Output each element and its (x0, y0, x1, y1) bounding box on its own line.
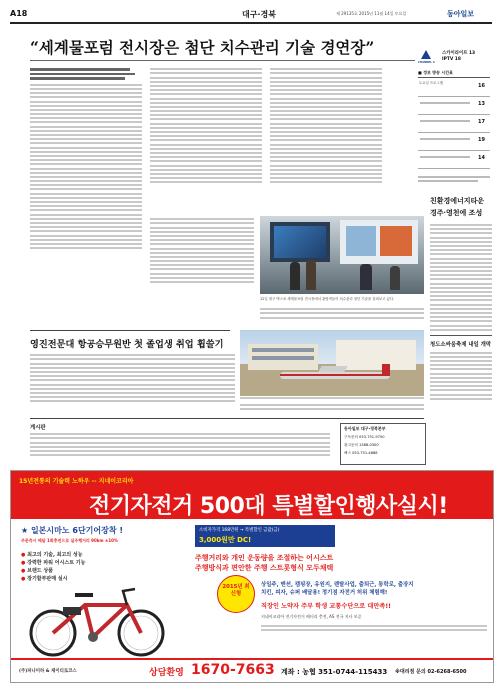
channel-a-logo: CHANNEL A (418, 48, 434, 70)
ad-small-text: 지네이코리아 전기자전거 배터리 충전, AS 전국 지사 보증 (261, 614, 362, 619)
story2-text-b (240, 402, 424, 416)
right-headline-2: 경주·영천에 조성 (430, 208, 483, 217)
contact-box (340, 423, 426, 465)
notice-divider (30, 418, 424, 419)
ad-features: 상일주, 맨션, 캠핑장, 유원지, 렌탈사업, 출퇴근, 통학로, 출장지 치킨, 피자, 슈퍼 배달용! 정기점 자전거 허위 체험해! (261, 582, 414, 596)
contact-row: 팩스 053-751-4888 (344, 451, 378, 455)
list-item: ● 장기할부판매 실시 (21, 576, 68, 582)
story2-headline: 영진전문대 항공승무원반 첫 졸업생 취업 휩쓸기 (30, 339, 224, 350)
program-row: 14 (418, 150, 490, 169)
ad-footer-phone: 1670-7663 (191, 662, 275, 678)
ad-left-sub: 주문즉시 배달 1회충전으로 실주행거리 90km ±10% (21, 538, 118, 543)
story-divider (30, 330, 230, 331)
ad-left-title: ★ 일본시마노 6단기어장착 ! (21, 526, 124, 535)
ad-footer (11, 658, 493, 683)
bicycle-illustration (23, 585, 173, 659)
page-code: A18 (10, 9, 28, 18)
main-photo (260, 216, 424, 294)
ad-feature-list (21, 551, 85, 583)
ad-title: 전기자전거 500대 특별할인행사실시! (89, 494, 448, 519)
tv-channel-2: IPTV 18 (442, 57, 461, 62)
ad-price-box (195, 525, 335, 547)
page-header (10, 8, 492, 20)
paper-name: 동아일보 (447, 10, 475, 18)
story1-bottom-cols (260, 306, 424, 326)
headline-rule (30, 60, 415, 61)
ad-top-line: 15년전통의 기술력 노하우 -- 지네이코리아 (19, 478, 134, 485)
list-item: ● 강력한 파워 어시스트 기능 (21, 560, 86, 566)
ad-footer-company: (주)파나미하 & 제이티로코스 (19, 669, 77, 674)
tv-channel-1: 스카이라이프 13 (442, 51, 476, 56)
ad-price-top: 소비자가격 168만원 → 특별할인 금값(금) (199, 528, 280, 533)
ad-footer-store: ※대리점 문의 02-6268-6500 (395, 669, 467, 675)
list-item: ● 최고의 기술, 최고의 성능 (21, 552, 83, 558)
ad-footer-phone-label: 상담환영 (149, 668, 184, 678)
story1-col3 (270, 66, 382, 216)
right-column (430, 196, 492, 466)
program-row: 토요일 프로그램 16 (418, 78, 490, 97)
ad-feature-red: 직장인 노약자 주부 학생 교통수단으로 대만족!! (261, 603, 391, 610)
header-rule (10, 22, 492, 24)
story2-text (30, 352, 235, 414)
story2-photo (240, 330, 424, 396)
right-headline-1: 친환경에너지타운 (430, 196, 485, 205)
section-title: 대구·경북 (242, 10, 276, 19)
contact-row: 구독문의 053-751-9700 (344, 435, 385, 439)
program-row: 13 (418, 96, 490, 115)
issue-info: 제 29135호 2015년 11월 14일 토요일 (336, 11, 407, 16)
ad-badge: 2015년 최신형 (217, 575, 255, 613)
story1-col2b (150, 216, 254, 306)
right-headline-3: 청도소싸움축제 내일 개막 (430, 341, 492, 348)
program-row: 19 (418, 132, 490, 151)
program-label: ■ 정보 방송 시간표 (418, 70, 454, 75)
program-row: 17 (418, 114, 490, 133)
ad-footer-account: 계좌 : 농협 351-0744-115433 (281, 668, 388, 676)
contact-title: 동아일보 대구·경북본부 (344, 426, 386, 431)
ad-price-sub: 3,000원만 DC! (199, 536, 252, 544)
contact-row: 광고문의 1588-0300 (344, 443, 379, 447)
notice-text (30, 431, 330, 467)
list-item: ● 브랜드 상품 (21, 568, 54, 574)
ad-center-text: 주행거리와 개인 운동량을 조절하는 어시스트 주행방식과 편안한 주행 스트롯형식 모두채택 (195, 554, 334, 572)
bike-advertisement (10, 470, 494, 683)
main-headline: “세계물포럼 전시장은 첨단 치수관리 기술 경연장” (30, 38, 375, 57)
tv-sidebar (418, 48, 490, 186)
program-table (418, 77, 490, 174)
ad-banner (11, 471, 493, 519)
story1-col1 (30, 66, 142, 306)
story1-col2 (150, 66, 262, 216)
photo-caption: 12일 대구 엑스코 세계물포럼 전시장에서 관람객들이 치수관리 첨단 기술을 살펴보고 있다. (260, 297, 395, 301)
notice-title: 게시판 (30, 425, 46, 431)
